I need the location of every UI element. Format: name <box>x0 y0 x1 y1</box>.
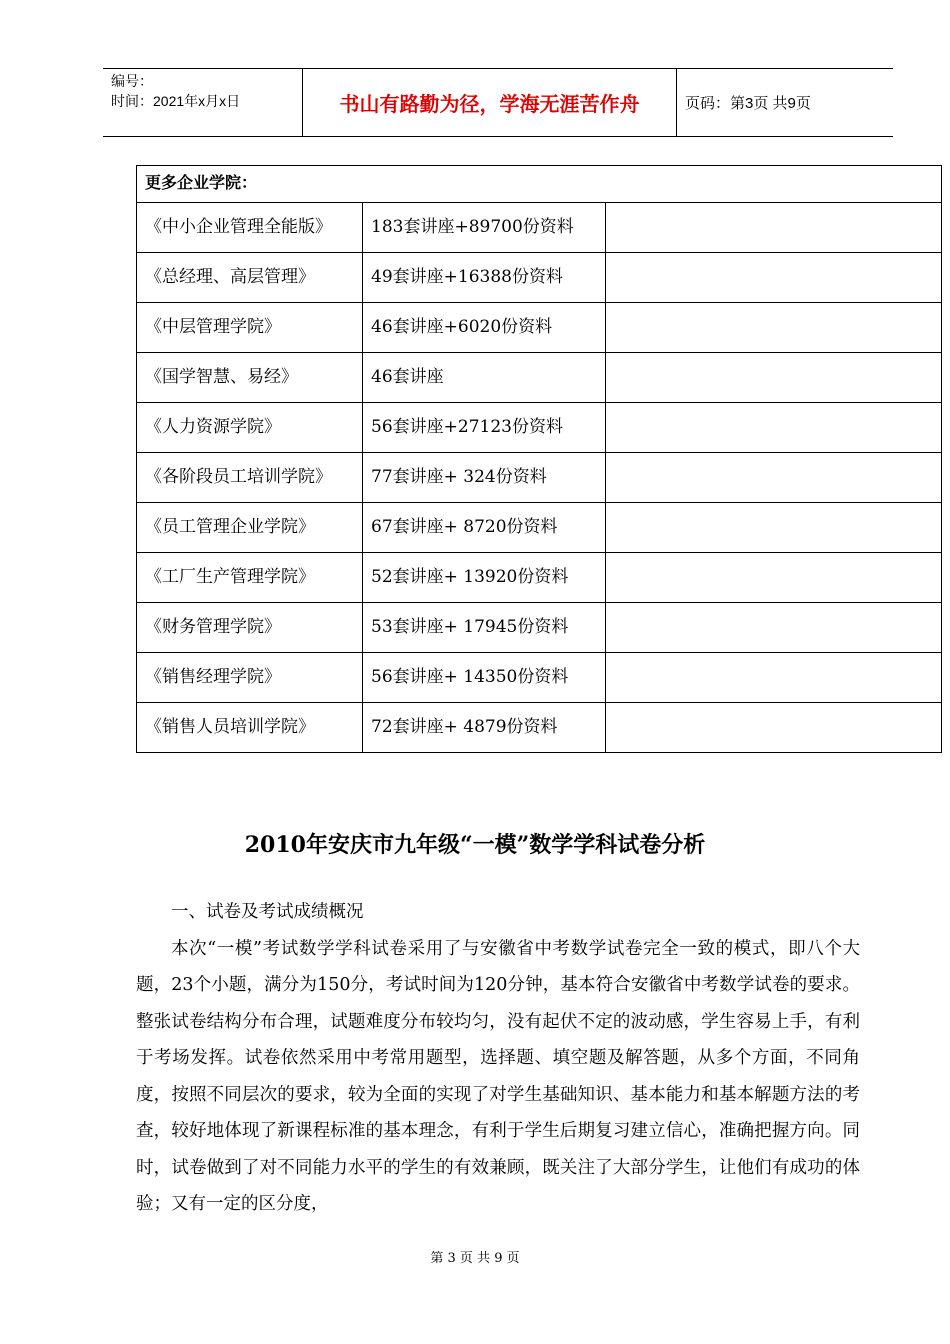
table-row <box>137 703 942 753</box>
empty-cell <box>606 703 942 753</box>
empty-cell <box>606 603 942 653</box>
table-row <box>137 403 942 453</box>
academy-name: 《人力资源学院》 <box>137 403 363 453</box>
academy-name: 《中小企业管理全能版》 <box>137 203 363 253</box>
academy-table <box>136 165 942 753</box>
academy-detail: 52套讲座+ 13920份资料 <box>363 553 606 603</box>
academy-detail: 46套讲座 <box>363 353 606 403</box>
academy-name: 《各阶段员工培训学院》 <box>137 453 363 503</box>
table-row <box>137 453 942 503</box>
empty-cell <box>606 503 942 553</box>
table-row <box>137 353 942 403</box>
empty-cell <box>606 553 942 603</box>
academy-detail: 67套讲座+ 8720份资料 <box>363 503 606 553</box>
academy-detail: 56套讲座+27123份资料 <box>363 403 606 453</box>
article-body <box>136 894 860 1223</box>
academy-detail: 183套讲座+89700份资料 <box>363 203 606 253</box>
empty-cell <box>606 403 942 453</box>
academy-name: 《工厂生产管理学院》 <box>137 553 363 603</box>
table-row <box>137 653 942 703</box>
paragraph: 本次“一模”考试数学学科试卷采用了与安徽省中考数学试卷完全一致的模式，即八个大题，23个小题，满分为150分，考试时间为120分钟，基本符合安徽省中考数学试卷的要求。整张试卷结构分布合理，试题难度分布较均匀，没有起伏不定的波动感，学生容易上手，有利于考场发挥。试卷依然采用中考常用题型，选择题、填空题及解答题，从多个方面，不同角度，按照不同层次的要求，较为全面的实现了对学生基础知识、基本能力和基本解题方法的考查，较好地体现了新课程标准的基本理念，有利于学生后期复习建立信心，准确把握方向。同时，试卷做到了对不同能力水平的学生的有效兼顾，既关注了大部分学生，让他们有成功的体验；又有一定的区分度， <box>136 938 860 1214</box>
academy-detail: 77套讲座+ 324份资料 <box>363 453 606 503</box>
page-header <box>103 68 893 137</box>
page-footer: 第 3 页 共 9 页 <box>430 1251 520 1266</box>
header-meta <box>103 69 303 136</box>
empty-cell <box>606 303 942 353</box>
academy-detail: 72套讲座+ 4879份资料 <box>363 703 606 753</box>
table-row <box>137 503 942 553</box>
table-row <box>137 203 942 253</box>
academy-name: 《销售经理学院》 <box>137 653 363 703</box>
table-row <box>137 603 942 653</box>
empty-cell <box>606 353 942 403</box>
academy-name: 《中层管理学院》 <box>137 303 363 353</box>
page-info: 页码：第3页 共9页 <box>685 95 811 112</box>
section-heading: 一、试卷及考试成绩概况 <box>171 902 364 922</box>
number-label: 编号： <box>111 73 153 89</box>
article-title: 2010年安庆市九年级“一模”数学学科试卷分析 <box>244 832 706 858</box>
academy-detail: 49套讲座+16388份资料 <box>363 253 606 303</box>
table-row <box>137 253 942 303</box>
academy-name: 《财务管理学院》 <box>137 603 363 653</box>
academy-name: 《国学智慧、易经》 <box>137 353 363 403</box>
academy-name: 《总经理、高层管理》 <box>137 253 363 303</box>
academy-detail: 46套讲座+6020份资料 <box>363 303 606 353</box>
academy-name: 《销售人员培训学院》 <box>137 703 363 753</box>
motto: 书山有路勤为径，学海无涯苦作舟 <box>303 69 677 136</box>
table-row <box>137 553 942 603</box>
empty-cell <box>606 203 942 253</box>
empty-cell <box>606 253 942 303</box>
empty-cell <box>606 453 942 503</box>
table-heading: 更多企业学院： <box>137 166 942 203</box>
empty-cell <box>606 653 942 703</box>
table-row <box>137 303 942 353</box>
academy-detail: 56套讲座+ 14350份资料 <box>363 653 606 703</box>
time-label: 时间：2021年x月x日 <box>111 93 241 109</box>
academy-name: 《员工管理企业学院》 <box>137 503 363 553</box>
academy-detail: 53套讲座+ 17945份资料 <box>363 603 606 653</box>
